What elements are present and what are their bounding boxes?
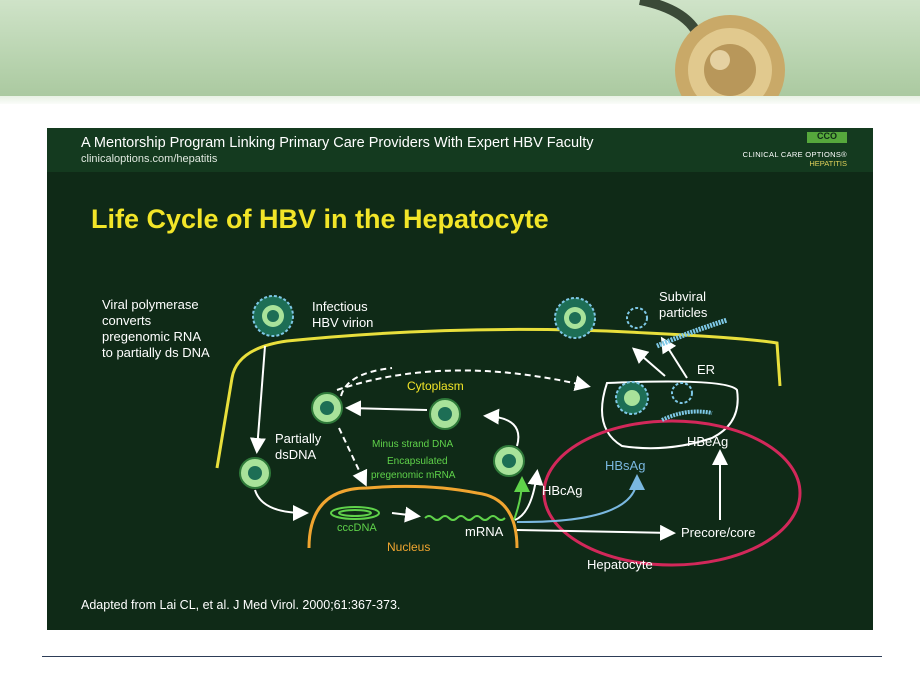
hbsag-label: HBsAg	[605, 458, 646, 473]
stethoscope-icon	[0, 0, 920, 104]
er-virion-icon	[616, 382, 712, 420]
mrna-label: mRNA	[465, 524, 504, 539]
viral-polymerase-line-1: Viral polymerase	[102, 297, 199, 312]
hepatocyte-label: Hepatocyte	[587, 557, 653, 572]
subviral-label-2: particles	[659, 305, 708, 320]
mrna-to-hbcag-arrow	[515, 473, 537, 520]
citation: Adapted from Lai CL, et al. J Med Virol. 2000;61:367-373.	[81, 598, 401, 612]
entry-arrow	[257, 346, 265, 450]
hbcag-label: HBcAg	[542, 483, 583, 498]
pregenomic-capsid-icon	[494, 446, 524, 476]
partially-label-1: Partially	[275, 431, 322, 446]
slide-title: Life Cycle of HBV in the Hepatocyte	[91, 204, 549, 234]
hbv-lifecycle-diagram	[47, 128, 873, 630]
brand-sub: HEPATITIS	[809, 159, 847, 168]
minus-strand-capsid-icon	[430, 399, 460, 429]
nucleus-label: Nucleus	[387, 540, 431, 554]
subviral-label-1: Subviral	[659, 289, 706, 304]
minus-to-partial-arrow	[349, 408, 427, 410]
infectious-virion-icon	[253, 296, 293, 336]
entering-capsid-icon	[240, 458, 270, 488]
brand-name: CLINICAL CARE OPTIONS®	[742, 150, 847, 159]
header-title: A Mentorship Program Linking Primary Care Providers With Expert HBV Faculty	[81, 135, 594, 151]
infectious-label-1: Infectious	[312, 299, 368, 314]
encapsulated-label-1: Encapsulated	[387, 456, 448, 467]
cytoplasm-label: Cytoplasm	[407, 379, 464, 393]
slide	[47, 128, 873, 630]
top-banner	[0, 0, 920, 104]
hbeag-label: HBeAg	[687, 434, 729, 449]
released-virion-icon	[555, 298, 595, 338]
infectious-label-2: HBV virion	[312, 315, 374, 330]
encapsulated-label-2: pregenomic mRNA	[371, 470, 456, 481]
cccdna-icon	[331, 507, 379, 519]
viral-polymerase-line-3: pregenomic RNA	[102, 329, 201, 344]
mrna-to-encapsulation-arrow	[514, 480, 522, 520]
er-label: ER	[697, 362, 716, 377]
viral-polymerase-line-2: converts	[102, 313, 152, 328]
cccdna-to-mrna-arrow	[392, 513, 417, 516]
to-nucleus-arrow	[255, 490, 305, 513]
viral-polymerase-line-4: to partially ds DNA	[102, 345, 210, 360]
minus-strand-label: Minus strand DNA	[372, 439, 454, 450]
to-nucleus-dashed	[339, 428, 365, 483]
mrna-strand	[425, 516, 505, 520]
partially-label-2: dsDNA	[275, 447, 317, 462]
banner-sheen	[0, 96, 920, 104]
header-url: clinicaloptions.com/hepatitis	[81, 153, 218, 165]
mrna-to-precore-arrow	[517, 530, 672, 533]
precore-label: Precore/core	[681, 525, 756, 540]
footer-divider	[42, 656, 882, 657]
pregenomic-to-minus-arrow	[487, 416, 518, 446]
partially-dsdna-capsid-icon	[312, 393, 342, 423]
cco-logo-text: CCO	[817, 131, 837, 141]
cccdna-label: cccDNA	[337, 522, 377, 534]
